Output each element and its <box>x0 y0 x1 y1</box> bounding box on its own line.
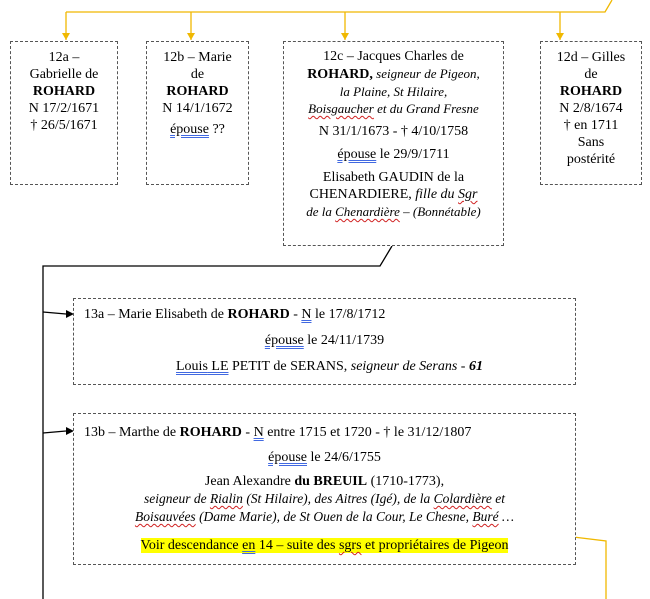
box-13b-link[interactable] <box>74 537 575 554</box>
box-12b-spouse-rest: ?? <box>208 122 225 137</box>
box-12c-spouse <box>284 146 503 163</box>
box-13b-head <box>84 424 471 441</box>
box-13a-husb-first: Louis <box>176 359 208 374</box>
box-13b-husb-years: (1710-1773), <box>367 474 445 489</box>
person-box-12b <box>146 41 249 185</box>
box-12c-wife3a: de la <box>306 204 336 219</box>
box-13b-spouse-date: le 24/6/1755 <box>307 450 381 465</box>
box-13a-head-mid: - <box>289 307 302 322</box>
box-12c-spouse-word: épouse <box>337 147 377 162</box>
box-13b-husband <box>74 473 575 490</box>
box-12c-wife3b: Chenardière <box>335 204 400 219</box>
box-13b-t2d: … <box>498 509 515 524</box>
box-13b-titles1 <box>74 490 575 507</box>
box-12c-wife2 <box>284 186 503 203</box>
box-12a-birth: N 17/2/1671 <box>28 101 100 116</box>
box-12c-wife2b: fille du <box>415 187 459 202</box>
box-12a-name: ROHARD <box>32 84 96 99</box>
box-12a-death: † 26/5/1671 <box>30 118 98 133</box>
box-13b-spouse <box>74 449 575 466</box>
box-13b-t1e: et <box>491 491 506 506</box>
branch-13a-line <box>43 312 66 314</box>
box-13a-spouse-date: le 24/11/1739 <box>303 333 385 348</box>
person-box-12a <box>10 41 118 185</box>
box-12c-title2: la Plaine, St Hilaire, <box>339 84 448 99</box>
box-12c-name-line <box>284 65 503 83</box>
box-12c-head: 12c – Jacques Charles de <box>323 49 464 64</box>
arrow-12a-icon <box>62 33 70 40</box>
arrow-12c-icon <box>341 33 349 40</box>
box-13b-head-pre: 13b – Marthe de <box>84 425 180 440</box>
box-12b-spouse <box>147 121 248 138</box>
box-12c-name: ROHARD, <box>307 67 373 82</box>
person-box-13a <box>73 298 576 385</box>
branch-13b-line <box>43 431 66 433</box>
box-12c-dates: N 31/1/1673 - † 4/10/1758 <box>318 124 469 139</box>
box-13a-husb-mid: LE <box>207 359 229 374</box>
box-12c-wife3c: – (Bonnétable) <box>399 204 481 219</box>
box-13a-spouse <box>74 332 575 349</box>
arrow-12b-icon <box>187 33 195 40</box>
box-13b-husb-name: du BREUIL <box>294 474 368 489</box>
box-12b-name: ROHARD <box>166 84 229 99</box>
box-12c-wife2c: Sgr <box>458 187 478 202</box>
arrow-12d-icon <box>556 33 564 40</box>
box-13b-head-mid: - <box>241 425 254 440</box>
box-13a-husband <box>176 358 483 375</box>
box-12d-line2: de <box>584 67 598 82</box>
box-13a-head-pre: 13a – Marie Elisabeth de <box>84 307 228 322</box>
box-13b-husb-pre: Jean Alexandre <box>204 474 295 489</box>
box-13b-t2b: (Dame Marie), de St Ouen de la Cour, Le Chesne, <box>195 509 473 524</box>
box-13a-n: N <box>301 307 312 322</box>
box-13b-t2c: Buré <box>472 509 499 524</box>
box-12d-name: ROHARD <box>559 84 623 99</box>
box-13b-t2a: Boisauvées <box>134 509 196 524</box>
box-13a-husb-dep: 61 <box>468 359 483 374</box>
box-13a-head-post: le 17/8/1712 <box>311 307 386 322</box>
box-12c-title3a: Boisgaucher <box>308 101 374 116</box>
box-12a-line1: 12a – <box>48 50 80 65</box>
box-12b-spouse-word: épouse <box>170 122 209 137</box>
descendance-link[interactable] <box>141 538 509 553</box>
box-12c-wife1: Elisabeth GAUDIN de la <box>322 170 465 185</box>
box-13a-name: ROHARD <box>227 307 290 322</box>
box-12b-line1: 12b – Marie <box>163 50 232 65</box>
box-12c-title3 <box>284 100 503 117</box>
box-13b-t1a: seigneur de <box>143 491 210 506</box>
box-13b-head-post: entre 1715 et 1720 - † le 31/12/1807 <box>263 425 472 440</box>
box-13b-t1c: (St Hilaire), des Aitres (Igé), de la <box>242 491 434 506</box>
box-13b-t1d: Colardière <box>433 491 492 506</box>
box-13a-spouse-word: épouse <box>264 333 304 348</box>
box-13b-t1b: Rialin <box>209 491 243 506</box>
box-12d-note2: postérité <box>566 152 616 167</box>
box-12c-spouse-date: le 29/9/1711 <box>376 147 450 162</box>
box-13b-link-d: sgrs <box>338 538 362 553</box>
box-12d-line1: 12d – Gilles <box>556 50 626 65</box>
box-13a-husb-title: seigneur de Serans - <box>350 359 469 374</box>
top-connector-line <box>66 0 612 12</box>
box-13b-link-a: Voir descendance <box>140 538 243 553</box>
box-12c-title1: seigneur de Pigeon, <box>372 66 480 81</box>
box-13a-head <box>84 306 385 323</box>
box-13b-spouse-word: épouse <box>268 450 307 465</box>
person-box-12c <box>283 41 504 246</box>
box-12c-wife3 <box>284 203 503 220</box>
box-12d-birth: N 2/8/1674 <box>559 101 623 116</box>
box-12b-line2: de <box>190 67 205 82</box>
box-13b-link-b: en <box>242 538 256 553</box>
box-13b-link-e: et propriétaires de Pigeon <box>361 538 509 553</box>
box-12b-birth: N 14/1/1672 <box>162 101 233 116</box>
box-13b-name: ROHARD <box>179 425 242 440</box>
box-13b-n: N <box>253 425 264 440</box>
person-box-13b <box>73 413 576 565</box>
box-13a-husb-rest: PETIT de SERANS, <box>228 359 351 374</box>
box-12d-note1: Sans <box>577 135 605 150</box>
box-13b-link-c: 14 – suite des <box>255 538 339 553</box>
box-12c-wife2a: CHENARDIERE, <box>309 187 416 202</box>
box-12c-title3b: et du Grand Fresne <box>373 101 479 116</box>
box-13b-titles2 <box>74 508 575 525</box>
box-12a-line2: Gabrielle de <box>29 67 99 82</box>
box-12d-death: † en 1711 <box>563 118 619 133</box>
person-box-12d <box>540 41 642 185</box>
